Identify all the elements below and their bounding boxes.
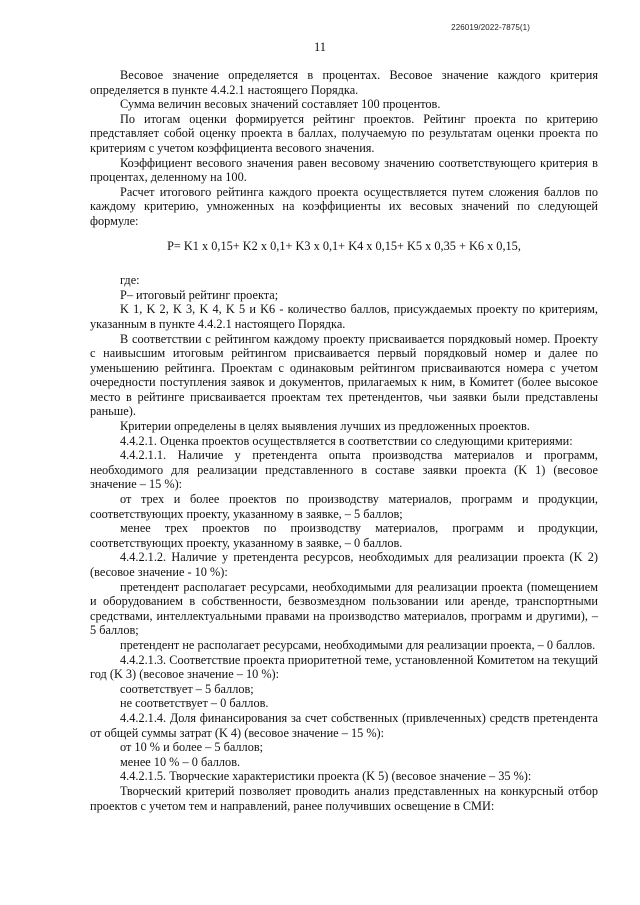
paragraph: не соответствует – 0 баллов. [120,696,269,711]
paragraph: 4.4.2.1.2. Наличие у претендента ресурсов, необходимых для реализации проекта (K 2) (весовое значение - 10 %): [90,550,598,579]
paragraph: P– итоговый рейтинг проекта; [120,287,279,302]
paragraph: где: [120,273,140,288]
document-stamp: 226019/2022-7875(1) [451,23,530,32]
rating-formula: P= K1 x 0,15+ K2 x 0,1+ K3 x 0,1+ K4 x 0,15+ K5 x 0,35 + K6 x 0,15, [167,238,521,253]
paragraph: 4.4.2.1.4. Доля финансирования за счет собственных (привлеченных) средств претендента от общей суммы затрат (K 4) (весовое значение – 15 %): [90,710,598,740]
paragraph: По итогам оценки формируется рейтинг проектов. Рейтинг проекта по критерию представляет собой оценку проекта в баллах, получаемую по результатам оценки проекта по критериям с учетом коэффициента весового значения. [90,111,598,155]
page-number: 11 [313,40,327,54]
paragraph: менее трех проектов по производству материалов, программ и продукции, соответствующих проекту, указанному в заявке, – 0 баллов. [90,521,598,550]
paragraph: Критерии определены в целях выявления лучших из предложенных проектов. [120,419,530,434]
paragraph: Творческий критерий позволяет проводить анализ представленных на конкурсный отбор проектов с учетом тем и направлений, ранее получивших освещение в СМИ: [90,783,598,813]
paragraph: 4.4.2.1.3. Соответствие проекта приоритетной теме, установленной Комитетом на текущий год (K 3) (весовое значение – 10 %): [90,652,598,682]
paragraph: претендент не располагает ресурсами, необходимыми для реализации проекта, – 0 баллов. [120,637,596,652]
paragraph: Сумма величин весовых значений составляет 100 процентов. [120,97,441,112]
paragraph: от 10 % и более – 5 баллов; [120,740,264,755]
paragraph: Расчет итогового рейтинга каждого проекта осуществляется путем сложения баллов по каждому критерию, умноженных на коэффициенты их весовых значений по следующей формуле: [90,184,598,228]
paragraph: K 1, K 2, K 3, K 4, K 5 и K6 - количество баллов, присуждаемых проекту по критериям, указанным в пункте 4.4.2.1 настоящего Порядка. [90,302,598,331]
document-body [90,68,598,813]
paragraph: Коэффициент весового значения равен весовому значению соответствующего критерия в процентах, деленному на 100. [90,155,598,185]
paragraph: 4.4.2.1.5. Творческие характеристики проекта (K 5) (весовое значение – 35 %): [120,769,532,784]
paragraph: от трех и более проектов по производству материалов, программ и продукции, соответствующих проекту, указанному в заявке, – 5 баллов; [90,492,598,521]
paragraph: 4.4.2.1. Оценка проектов осуществляется в соответствии со следующими критериями: [120,433,573,448]
paragraph: менее 10 % – 0 баллов. [120,754,241,769]
paragraph: 4.4.2.1.1. Наличие у претендента опыта производства материалов и программ, необходимого для реализации представленного в составе заявки проекта (K 1) (весовое значение – 15 %): [90,448,598,492]
paragraph: В соответствии с рейтингом каждому проекту присваивается порядковый номер. Проекту с наивысшим итоговым рейтингом присваивается первый порядковый номер и далее по уменьшению рейтинга. Проектам с одинаковым рейтингом присваиваются номера с учетом очередности поступления заявок и документов, прилагаемых к ним, в Комитет (более высокое место в рейтинге присваивается проектам тех претендентов, чьи заявки были представлены раньше). [90,331,598,419]
paragraph: соответствует – 5 баллов; [120,681,254,696]
paragraph: Весовое значение определяется в процентах. Весовое значение каждого критерия определяется в пункте 4.4.2.1 настоящего Порядка. [90,68,598,97]
paragraph: претендент располагает ресурсами, необходимыми для реализации проекта (помещением и оборудованием в собственности, безвозмездном пользовании или аренде, транспортными средствами, интеллектуальными правами на производство материалов, программ и другими), – 5 баллов; [90,579,598,638]
